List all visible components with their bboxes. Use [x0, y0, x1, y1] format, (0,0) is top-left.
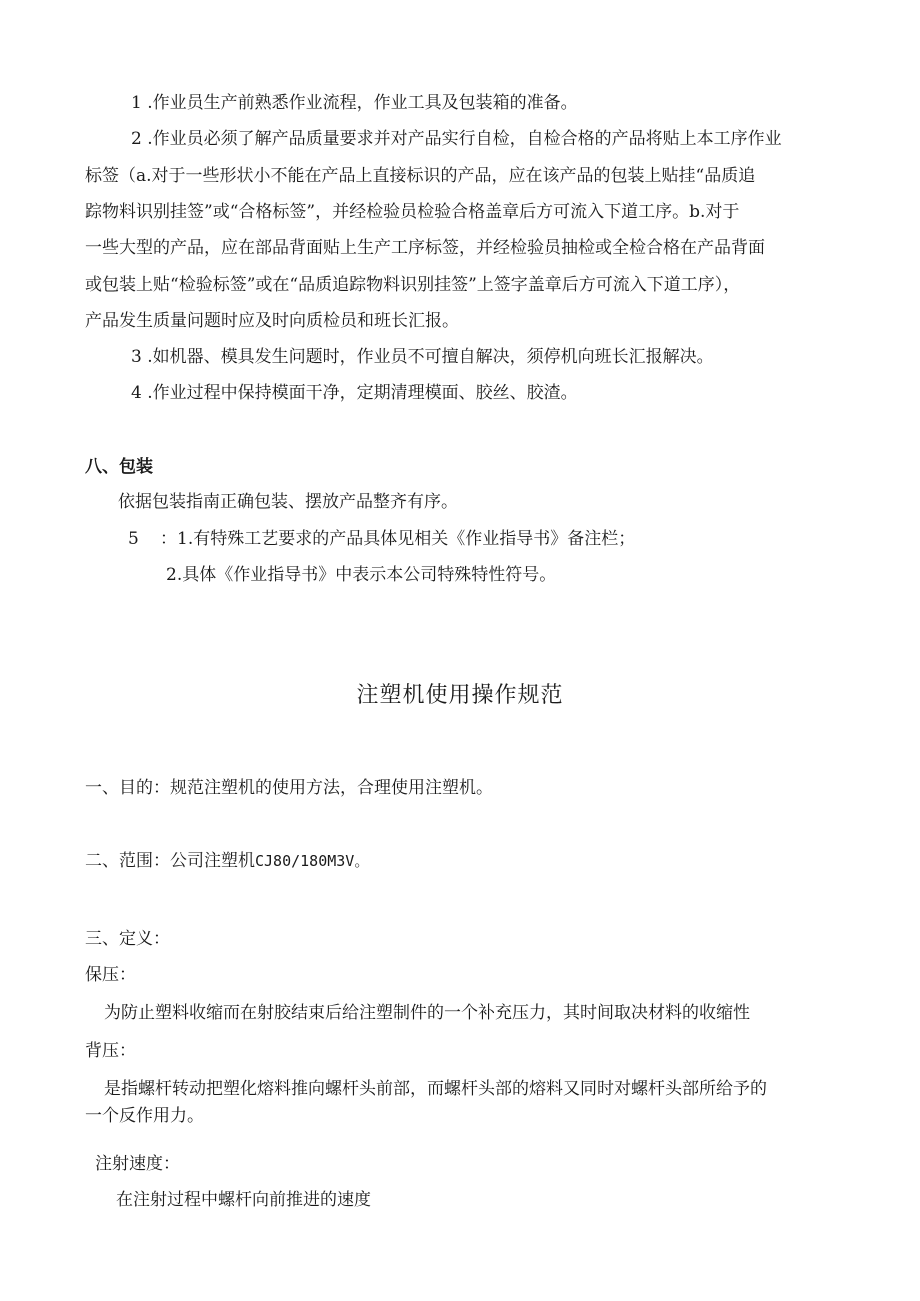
scope-text: [85, 849, 369, 873]
packaging-note-number: 5: [128, 529, 139, 549]
rule-item-2-line-3: 踪物料识别挂签”或“合格标签”，并经检验员检验合格盖章后方可流入下道工序。b.对于: [85, 202, 740, 222]
rule-item-2-line-6: 产品发生质量问题时应及时向质检员和班长汇报。: [85, 311, 459, 331]
packaging-text: 依据包装指南正确包装、摆放产品整齐有序。: [118, 492, 458, 512]
rule-item-2-line-2: 标签（a.对于一些形状小不能在产品上直接标识的产品，应在该产品的包装上贴挂“品质追: [85, 166, 756, 186]
rule-item-2-line-4: 一些大型的产品，应在部品背面贴上生产工序标签，并经检验员抽检或全检合格在产品背面: [85, 238, 765, 258]
holding-pressure-text: 为防止塑料收缩而在射胶结束后给注塑制件的一个补充压力，其时间取决材料的收缩性: [104, 1003, 750, 1023]
page-title: 注塑机使用操作规范: [356, 683, 564, 708]
back-pressure-text-line-2: 一个反作用力。: [85, 1106, 204, 1126]
scope-model: CJ80/180M3V。: [255, 852, 370, 870]
injection-speed-label: 注射速度：: [95, 1154, 180, 1174]
back-pressure-label: 背压：: [85, 1041, 136, 1061]
holding-pressure-label: 保压：: [85, 965, 136, 985]
rule-item-3: 3 .如机器、模具发生问题时，作业员不可擅自解决，须停机向班长汇报解决。: [131, 347, 714, 367]
rule-item-4: 4 .作业过程中保持模面干净，定期清理模面、胶丝、胶渣。: [131, 383, 578, 403]
definition-heading: 三、定义：: [85, 929, 170, 949]
rule-item-1: 1 .作业员生产前熟悉作业流程，作业工具及包装箱的准备。: [131, 93, 578, 113]
scope-label: 二、范围：公司注塑机: [85, 851, 255, 871]
packaging-heading: 八、包装: [85, 457, 153, 477]
rule-item-2-line-1: 2 .作业员必须了解产品质量要求并对产品实行自检，自检合格的产品将贴上本工序作业: [131, 129, 782, 149]
back-pressure-text-line-1: 是指螺杆转动把塑化熔料推向螺杆头前部，而螺杆头部的熔料又同时对螺杆头部所给予的: [104, 1079, 767, 1099]
packaging-note-line-1: ：1.有特殊工艺要求的产品具体见相关《作业指导书》备注栏；: [160, 529, 636, 549]
packaging-note-line-2: 2.具体《作业指导书》中表示本公司特殊特性符号。: [166, 565, 557, 585]
injection-speed-text: 在注射过程中螺杆向前推进的速度: [116, 1190, 371, 1210]
purpose-text: 一、目的：规范注塑机的使用方法，合理使用注塑机。: [85, 778, 493, 798]
rule-item-2-line-5: 或包装上贴“检验标签”或在“品质追踪物料识别挂签”上签字盖章后方可流入下道工序），: [85, 275, 741, 295]
